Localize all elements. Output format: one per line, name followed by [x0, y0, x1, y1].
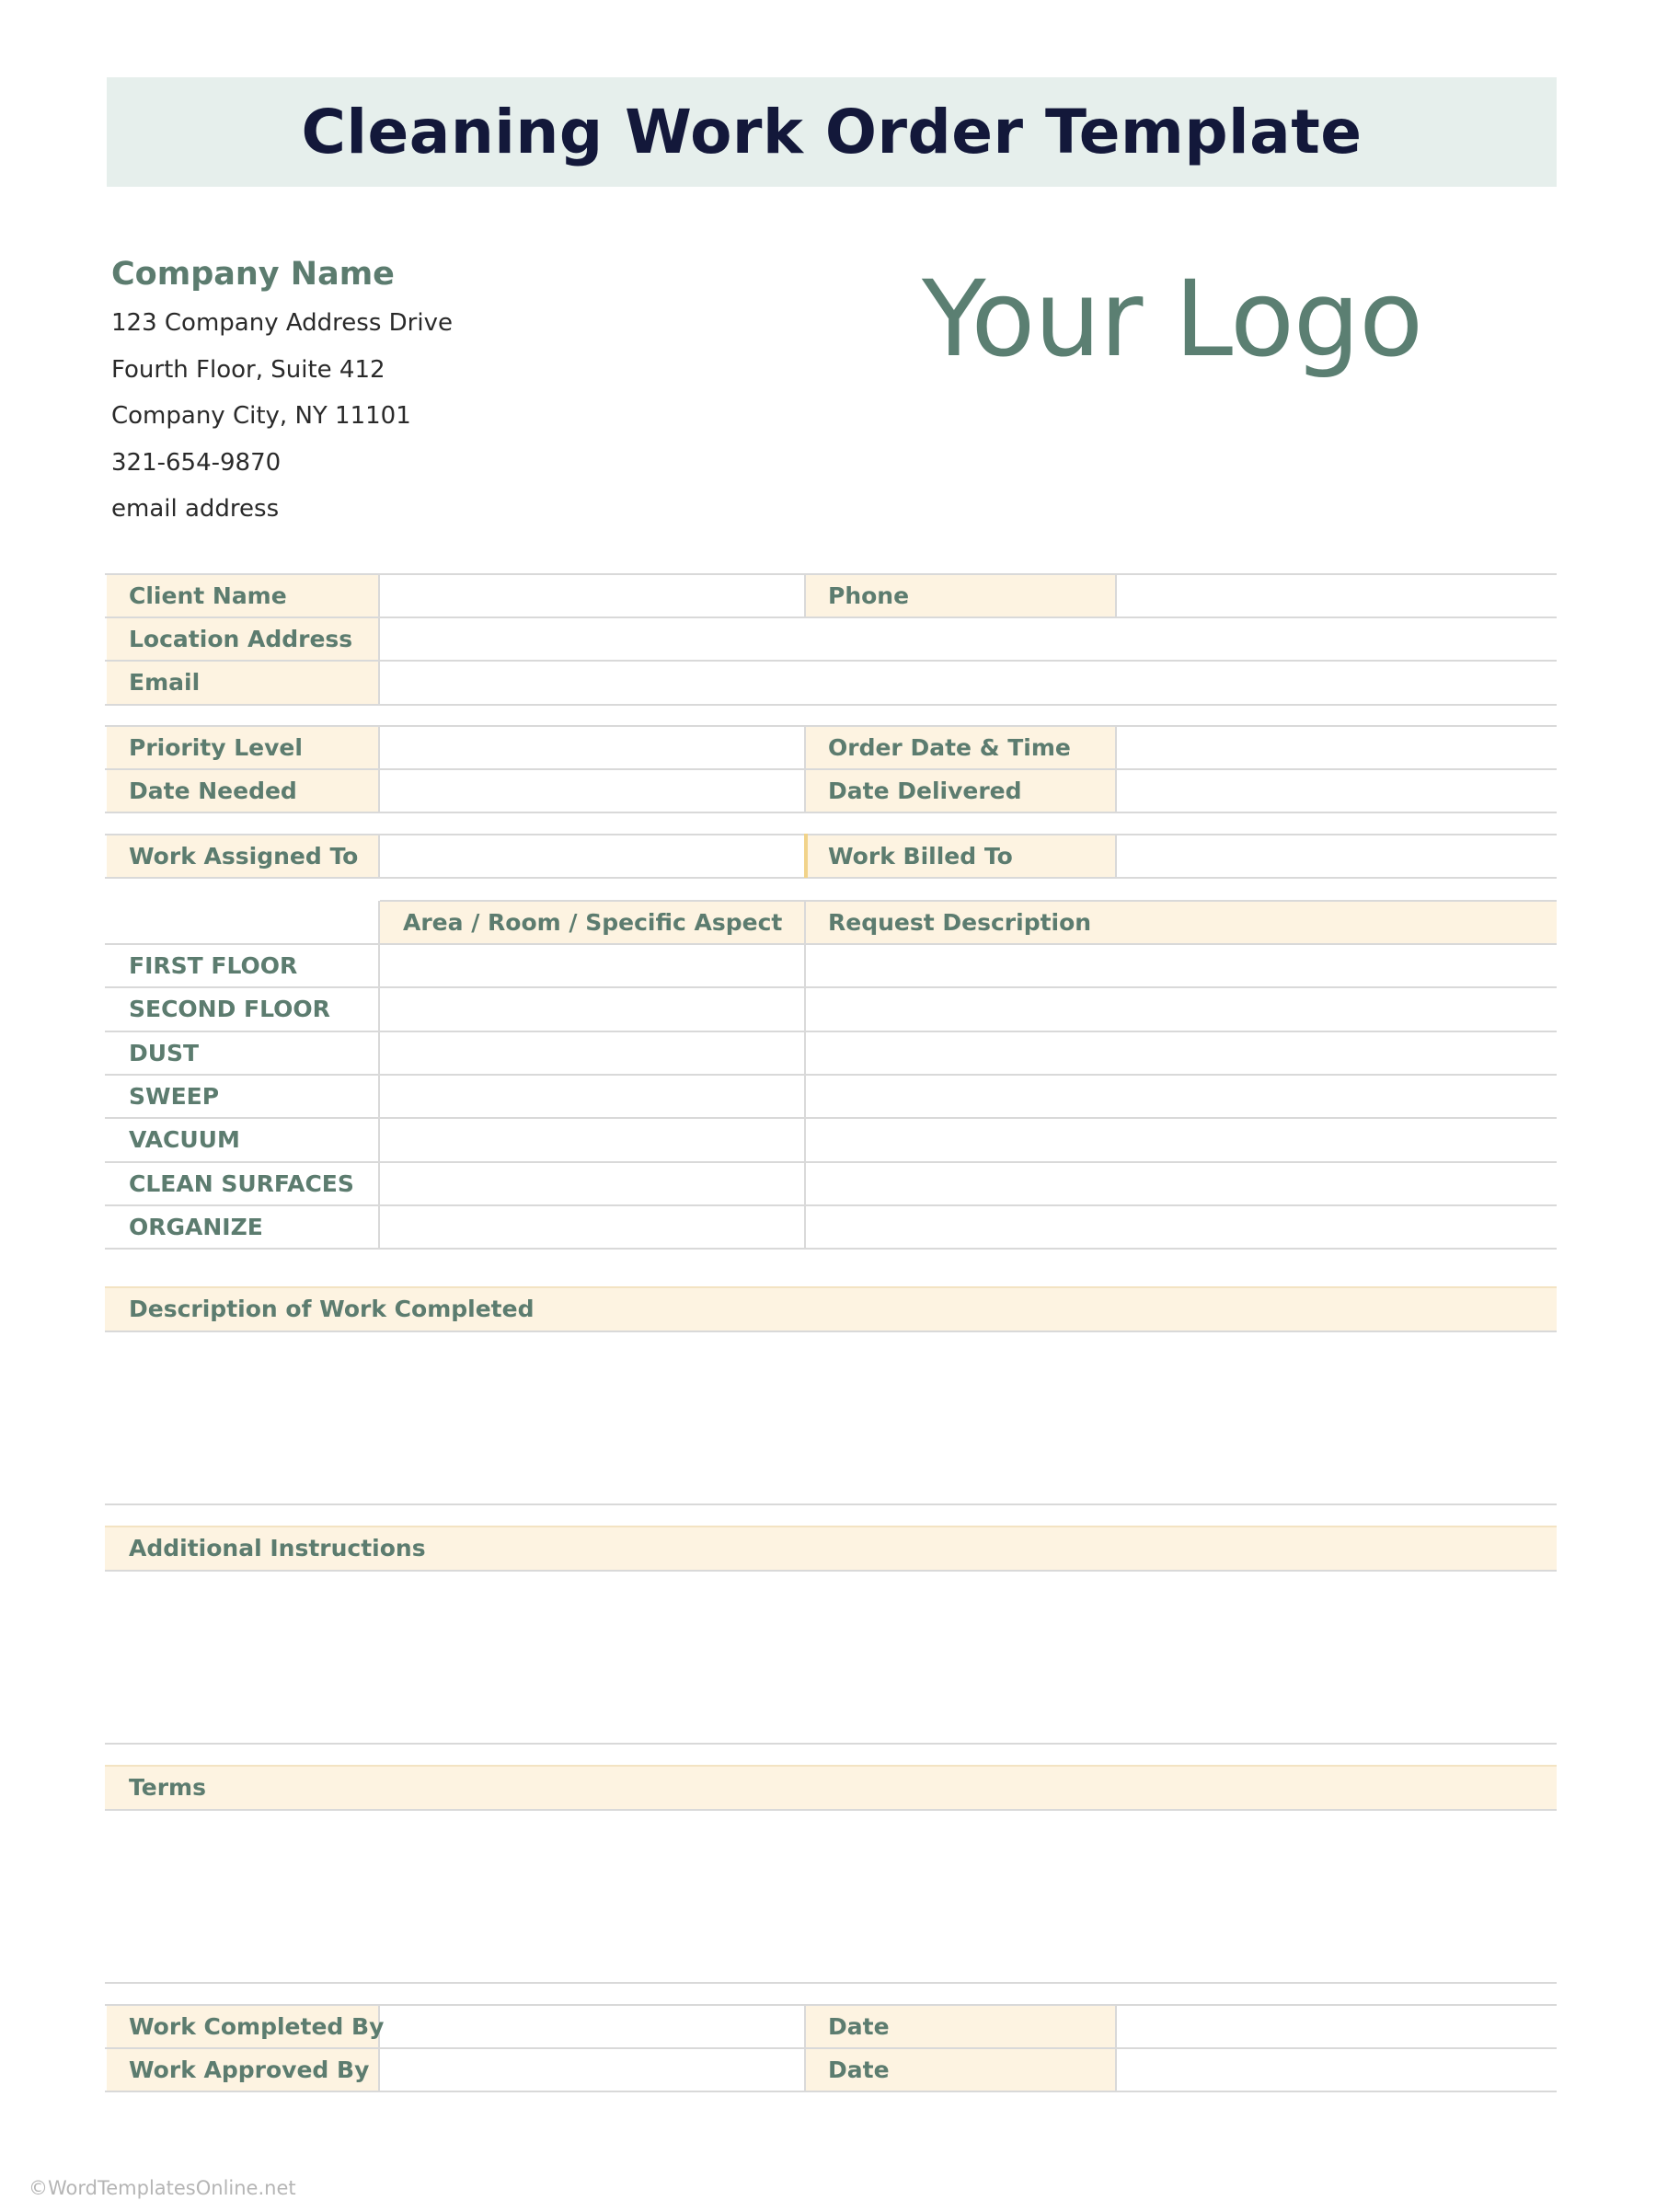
phone-field[interactable]	[1117, 574, 1557, 616]
task-row-label: VACUUM	[129, 1126, 240, 1153]
order-date-time-field[interactable]	[1117, 726, 1557, 768]
task-row-label: CLEAN SURFACES	[129, 1169, 354, 1197]
work-completed-by-label: Work Completed By	[129, 2012, 385, 2040]
date-delivered-field[interactable]	[1117, 769, 1557, 812]
approved-date-label: Date	[828, 2056, 890, 2083]
company-phone: 321-654-9870	[111, 448, 282, 477]
phone-label: Phone	[828, 582, 910, 609]
terms-header-bg	[105, 1766, 1557, 1809]
page-title: Cleaning Work Order Template	[301, 97, 1363, 167]
company-address-line-2: Fourth Floor, Suite 412	[111, 355, 385, 384]
email-label: Email	[129, 668, 201, 696]
accent-bar	[804, 834, 808, 878]
request-column-header: Request Description	[828, 908, 1092, 936]
task-row-label: DUST	[129, 1039, 200, 1066]
terms-textarea[interactable]	[105, 1811, 1557, 1982]
client-name-field[interactable]	[380, 574, 804, 616]
task-row-label: ORGANIZE	[129, 1213, 263, 1240]
date-needed-field[interactable]	[380, 769, 804, 812]
divider	[105, 1743, 1557, 1745]
company-address-line-1: 123 Company Address Drive	[111, 309, 453, 337]
work-billed-to-label: Work Billed To	[828, 843, 1013, 870]
divider	[804, 2005, 806, 2091]
divider	[105, 1503, 1557, 1505]
company-address-line-3: Company City, NY 11101	[111, 402, 411, 430]
client-name-label: Client Name	[129, 582, 287, 609]
title-bar	[107, 77, 1557, 187]
company-email: email address	[111, 495, 280, 523]
work-assigned-to-label: Work Assigned To	[129, 843, 359, 870]
logo-placeholder: Your Logo	[922, 258, 1422, 380]
date-needed-label: Date Needed	[129, 777, 297, 804]
date-delivered-label: Date Delivered	[828, 777, 1022, 804]
company-name: Company Name	[111, 256, 395, 293]
location-address-label: Location Address	[129, 625, 353, 652]
divider	[804, 726, 806, 812]
company-block	[111, 248, 453, 533]
location-address-field[interactable]	[380, 617, 1557, 660]
watermark: ©WordTemplatesOnline.net	[29, 2177, 296, 2199]
work-approved-by-label: Work Approved By	[129, 2056, 370, 2083]
task-row-label: SWEEP	[129, 1082, 220, 1110]
work-assigned-to-field[interactable]	[380, 835, 804, 877]
order-date-time-label: Order Date & Time	[828, 733, 1071, 761]
additional-instructions-label: Additional Instructions	[129, 1535, 426, 1561]
description-label: Description of Work Completed	[129, 1296, 535, 1322]
task-row-label: FIRST FLOOR	[129, 951, 298, 979]
divider	[804, 574, 806, 616]
divider	[105, 812, 1557, 813]
priority-level-field[interactable]	[380, 726, 804, 768]
description-textarea[interactable]	[105, 1332, 1557, 1503]
divider	[105, 1765, 1557, 1767]
approved-date-field[interactable]	[1117, 2048, 1557, 2091]
completed-date-label: Date	[828, 2012, 890, 2040]
completed-date-field[interactable]	[1117, 2005, 1557, 2047]
email-field[interactable]	[380, 661, 1557, 703]
task-row-label: SECOND FLOOR	[129, 996, 330, 1022]
area-column-header: Area / Room / Specific Aspect	[403, 908, 783, 936]
divider	[105, 1248, 1557, 1250]
divider	[105, 704, 1557, 706]
priority-level-label: Priority Level	[129, 733, 303, 761]
additional-instructions-textarea[interactable]	[105, 1572, 1557, 1743]
work-billed-to-field[interactable]	[1117, 835, 1557, 877]
divider	[105, 2091, 1557, 2092]
request-cells[interactable]	[806, 944, 1557, 1248]
divider	[105, 1982, 1557, 1984]
work-completed-by-field[interactable]	[380, 2005, 804, 2047]
work-approved-by-field[interactable]	[380, 2048, 804, 2091]
terms-label: Terms	[129, 1774, 206, 1801]
area-cells[interactable]	[380, 944, 804, 1248]
